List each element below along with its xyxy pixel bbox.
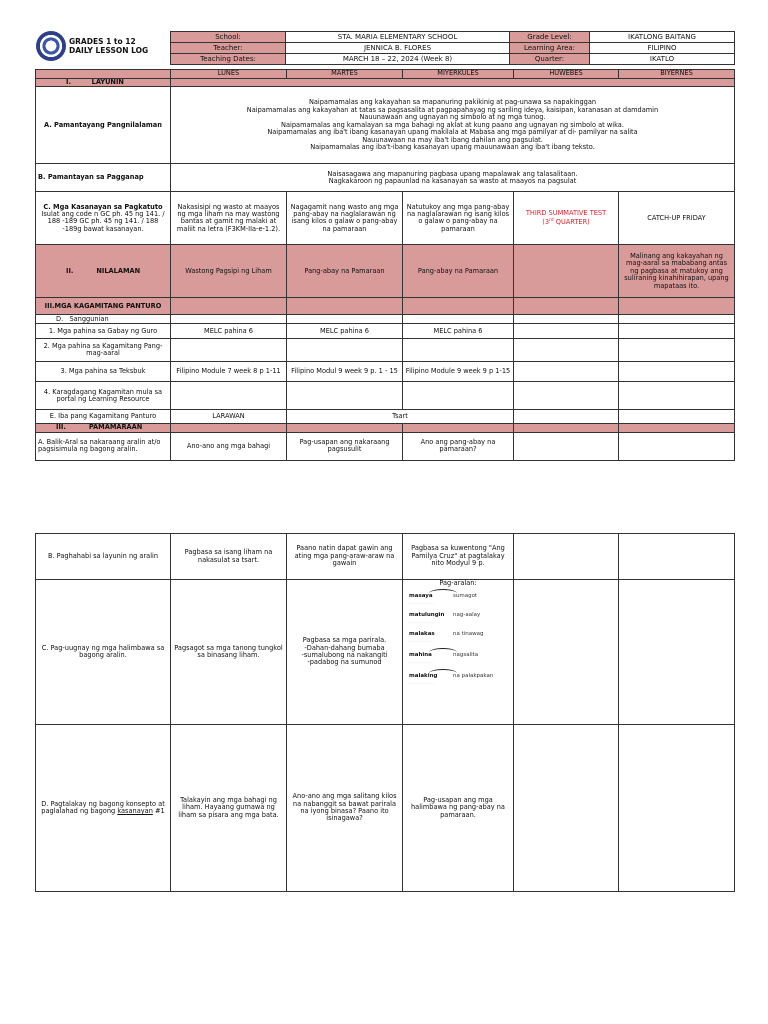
balik-aral-miyerkules: Ano ang pang-abay na pamaraan?: [403, 432, 514, 460]
pag-uugnay-miyerkules: Pag-aralan: masaya sumagot ............. matulungin nag-aalay ............. malakas na tinawag ............. mahina nagsalita ............. malaking na palakpakan .............: [403, 580, 514, 725]
pagtalakay-miyerkules: Pag-usapan ang mga halimbawa ng pang-abay na pamaraan.: [403, 725, 514, 892]
nilalaman-biyernes: Malinang ang kakayahan ng mag-aaral sa mababang antas ng pagbasa at matukoy ang suliraning kinahihirapan, upang mapataas ito.: [619, 245, 735, 298]
balik-aral-label: A. Balik-Aral sa nakaraang aralin at/o pagsisimula ng bagong aralin.: [36, 432, 171, 460]
school-label: School:: [171, 32, 286, 43]
log-title: [69, 37, 148, 55]
example-item: masaya sumagot .............: [405, 593, 511, 608]
area-label: Learning Area:: [510, 43, 590, 54]
kagamitan-tsart: Tsart: [287, 410, 514, 424]
paghahabi-martes: Paano natin dapat gawin ang ating mga pang-araw-araw na gawain: [287, 534, 403, 580]
nilalaman-lunes: Wastong Pagsipi ng Liham: [171, 245, 287, 298]
paghahabi-lunes: Pagbasa sa isang liham na nakasulat sa tsart.: [171, 534, 287, 580]
section-nilalaman: II. NILALAMAN: [36, 245, 171, 298]
sanggunian-label: D. Sanggunian: [36, 315, 171, 324]
kagamitan-lunes: LARAWAN: [171, 410, 287, 424]
learning-resource-label: 4. Karagdagang Kagamitan mula sa portal ng Learning Resource: [36, 382, 171, 410]
kasanayan-label: C. Mga Kasanayan sa Pagkatuto Isulat ang code n GC ph. 45 ng 141. / 188 -189 GC ph. 45 ng 141. / 188 -189g bawat kasanayan.: [36, 192, 171, 245]
day-header: BIYERNES: [619, 70, 735, 79]
paghahabi-miyerkules: Pagbasa sa kuwentong "Ang Pamilya Cruz" at pagtalakay nito Modyul 9 p.: [403, 534, 514, 580]
teacher-value: JENNICA B. FLORES: [286, 43, 510, 54]
kasanayan-biyernes: CATCH-UP FRIDAY: [619, 192, 735, 245]
teksbuk-miyerkules: Filipino Module 9 week 9 p 1-15: [403, 362, 514, 382]
teacher-label: Teacher:: [171, 43, 286, 54]
section-kagamitan: III.MGA KAGAMITANG PANTURO: [36, 298, 171, 315]
pamantayang-pangnilalaman-label: A. Pamantayang Pangnilalaman: [36, 87, 171, 164]
iba-pang-kagamitan-label: E. Iba pang Kagamitang Panturo: [36, 410, 171, 424]
area-value: FILIPINO: [590, 43, 735, 54]
section-layunin: I. LAYUNIN: [36, 79, 171, 87]
balik-aral-lunes: Ano-ano ang mga bahagi: [171, 432, 287, 460]
balik-aral-martes: Pag-usapan ang nakaraang pagsusulit: [287, 432, 403, 460]
pagtalakay-martes: Ano-ano ang mga salitang kilos na nabanggit sa bawat parirala na iyong binasa? Paano ito isinagawa?: [287, 725, 403, 892]
teksbuk-lunes: Filipino Module 7 week 8 p 1-11: [171, 362, 287, 382]
gabay-ng-guro-label: 1. Mga pahina sa Gabay ng Guro: [36, 324, 171, 339]
day-header: MIYERKULES: [403, 70, 514, 79]
quarter-label: Quarter:: [510, 54, 590, 65]
dates-label: Teaching Dates:: [171, 54, 286, 65]
teksbuk-label: 3. Mga pahina sa Teksbuk: [36, 362, 171, 382]
nilalaman-miyerkules: Pang-abay na Pamaraan: [403, 245, 514, 298]
gabay-lunes: MELC pahina 6: [171, 324, 287, 339]
dates-value: MARCH 18 – 22, 2024 (Week 8): [286, 54, 510, 65]
gabay-miyerkules: MELC pahina 6: [403, 324, 514, 339]
nilalaman-martes: Pang-abay na Pamaraan: [287, 245, 403, 298]
example-item: malakas na tinawag .............: [409, 631, 484, 644]
gabay-martes: MELC pahina 6: [287, 324, 403, 339]
title-line-2: DAILY LESSON LOG: [69, 46, 149, 55]
day-header: MARTES: [287, 70, 403, 79]
title-line-1: GRADES 1 to 12: [69, 37, 136, 46]
quarter-value: IKATLO: [590, 54, 735, 65]
grade-label: Grade Level:: [510, 32, 590, 43]
lesson-log-table: [35, 69, 735, 461]
teksbuk-martes: Filipino Modul 9 week 9 p. 1 - 15: [287, 362, 403, 382]
pamantayan-sa-pagganap-text: Naisasagawa ang mapanuring pagbasa upang mapalawak ang talasalitaan. Nagkakaroon ng papaunlad na kasanayan sa wasto at maayos na pagsulat: [171, 164, 735, 192]
kasanayan-huwebes: THIRD SUMMATIVE TEST (3rd QUARTER): [514, 192, 619, 245]
lesson-log-table-page2: [35, 533, 735, 892]
school-value: STA. MARIA ELEMENTARY SCHOOL: [286, 32, 510, 43]
kagamitang-pang-mag-aaral-label: 2. Mga pahina sa Kagamitang Pang-mag-aaral: [36, 339, 171, 362]
deped-seal-icon: [36, 31, 66, 61]
kasanayan-miyerkules: Natutukoy ang mga pang-abay na naglalarawan ng isang kilos o galaw o pang-abay na pamaraan: [403, 192, 514, 245]
example-item: matulungin nag-aalay .............: [409, 612, 481, 625]
pag-uugnay-martes: Pagbasa sa mga parirala. -Dahan-dahang bumaba -sumalubong na nakangiti -padabog na sumunod: [287, 580, 403, 725]
pag-uugnay-lunes: Pagsagot sa mga tanong tungkol sa binasang liham.: [171, 580, 287, 725]
grade-value: IKATLONG BAITANG: [590, 32, 735, 43]
example-item: mahina nagsalita .............: [405, 652, 511, 667]
day-header: LUNES: [171, 70, 287, 79]
kasanayan-martes: Nagagamit nang wasto ang mga pang-abay na naglalarawan ng isang kilos o galaw o pang-abay na pamaraan: [287, 192, 403, 245]
paghahabi-label: B. Paghahabi sa layunin ng aralin: [36, 534, 171, 580]
kasanayan-lunes: Nakasisipi ng wasto at maayos ng mga liham na may wastong bantas at gamit ng malaki at maliit na letra (F3KM-IIa-e-1.2).: [171, 192, 287, 245]
section-pamamaraan: III. PAMAMARAAN: [36, 424, 171, 432]
day-header: HUWEBES: [514, 70, 619, 79]
pamantayang-pangnilalaman-text: Naipamamalas ang kakayahan sa mapanuring pakikinig at pag-unawa sa napakinggan Naipamamalas ang kakayahan at tatas sa pagsasalita at pagpapahayag ng sariling ideya, kaisipan, karanasan at damdamin Nauunawaan ang ugnayan ng simbolo at ng mga tunog. Naipamamalas ang kamalayan sa mga bahagi ng aklat at kung paano ang ugnayan ng simbolo at wika. Naipamamalas ang iba't ibang kasanayan upang makilala at Mabasa ang mga pamilyar at di- pamilyar na salita Nauunawaan na may iba't ibang dahilan ang pagsulat. Naipamamalas ang iba't-ibang kasanayan upang mauunawaan ang iba't ibang teksto.: [171, 87, 735, 164]
pagtalakay-lunes: Talakayin ang mga bahagi ng liham. Hayaang gumawa ng liham sa pisara ang mga bata.: [171, 725, 287, 892]
header-table: [170, 31, 735, 65]
pag-uugnay-label: C. Pag-uugnay ng mga halimbawa sa bagong aralin.: [36, 580, 171, 725]
pagtalakay-label: D. Pagtalakay ng bagong konsepto at paglalahad ng bagong kasanayan #1: [36, 725, 171, 892]
pamantayan-sa-pagganap-label: B. Pamantayan sa Pagganap: [36, 164, 171, 192]
example-item: malaking na palakpakan .............: [405, 673, 511, 688]
